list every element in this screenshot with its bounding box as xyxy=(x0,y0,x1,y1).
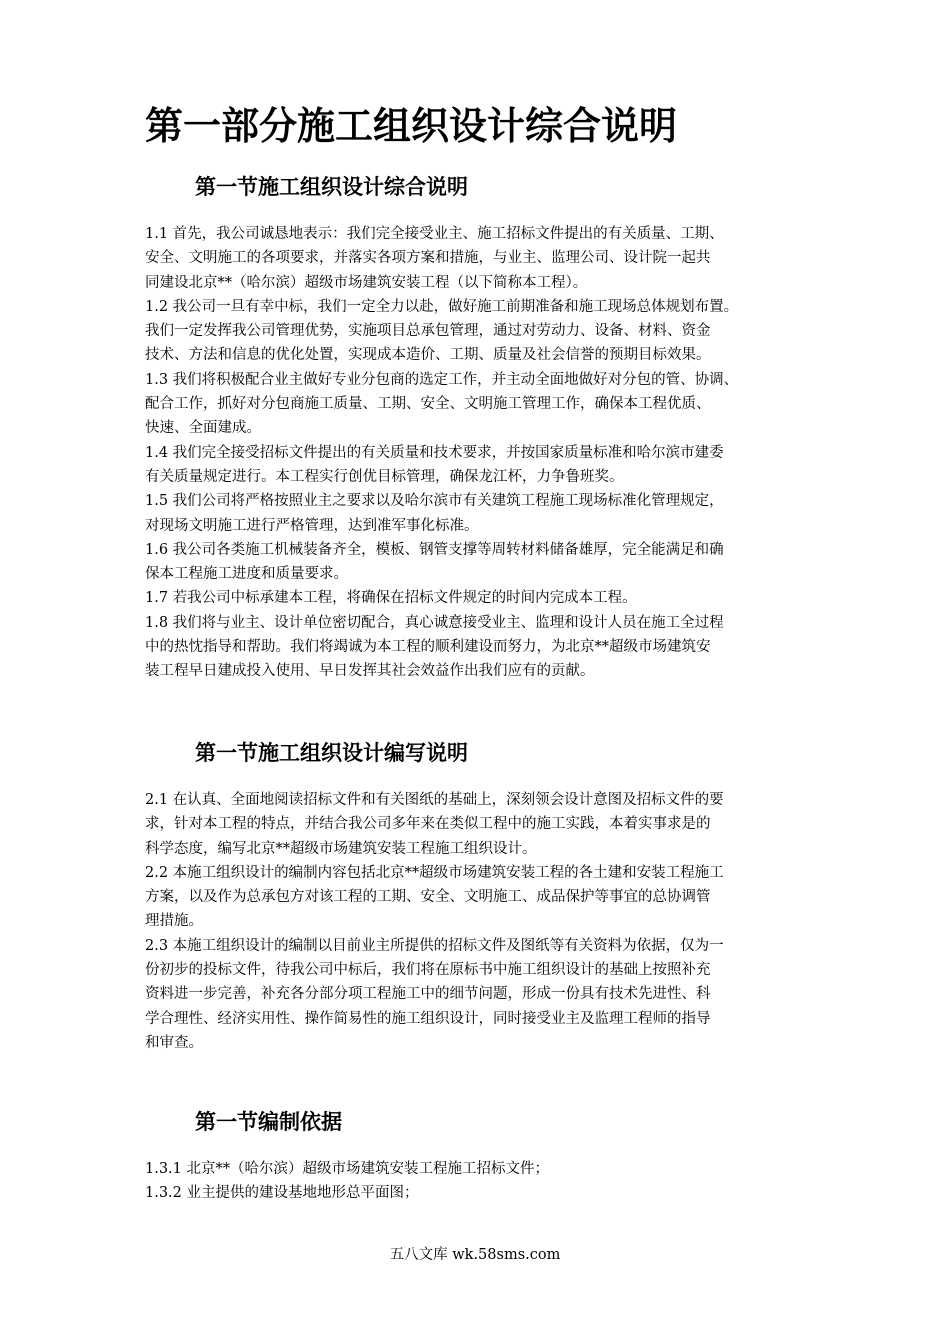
text-line: 中的热忱指导和帮助。我们将竭诚为本工程的顺利建设而努力，为北京**超级市场建筑安 xyxy=(145,639,711,656)
text-line: 1.4 我们完全接受招标文件提出的有关质量和技术要求，并按国家质量标准和哈尔滨市建委 xyxy=(145,444,724,461)
text-line: 求，针对本工程的特点，并结合我公司多年来在类似工程中的施工实践，本着实事求是的 xyxy=(145,816,711,833)
text-line: 2.3 本施工组织设计的编制以目前业主所提供的招标文件及图纸等有关资料为依据，仅为一 xyxy=(145,937,724,954)
page-footer-watermark: 五八文库 wk.58sms.com xyxy=(389,1247,561,1263)
text-line: 科学态度，编写北京**超级市场建筑安装工程施工组织设计。 xyxy=(145,840,537,857)
text-line: 2.2 本施工组织设计的编制内容包括北京**超级市场建筑安装工程的各土建和安装工程施工 xyxy=(145,864,724,881)
text-line: 1.5 我们公司将严格按照业主之要求以及哈尔滨市有关建筑工程施工现场标准化管理规定， xyxy=(145,493,724,510)
text-line: 对现场文明施工进行严格管理，达到准军事化标准。 xyxy=(145,517,479,534)
text-line: 同建设北京**（哈尔滨）超级市场建筑安装工程（以下简称本工程）。 xyxy=(145,274,588,291)
text-line: 技术、方法和信息的优化处置，实现成本造价、工期、质量及社会信誉的预期目标效果。 xyxy=(145,347,711,364)
text-line: 1.8 我们将与业主、设计单位密切配合，真心诚意接受业主、监理和设计人员在施工全过程 xyxy=(145,614,724,631)
text-line: 1.2 我公司一旦有幸中标，我们一定全力以赴，做好施工前期准备和施工现场总体规划布置。 xyxy=(145,298,739,315)
text-line: 快速、全面建成。 xyxy=(145,420,261,437)
text-line: 资料进一步完善，补充各分部分项工程施工中的细节问题，形成一份具有技术先进性、科 xyxy=(145,986,711,1003)
text-line: 和审查。 xyxy=(145,1034,203,1051)
text-line: 我们一定发挥我公司管理优势，实施项目总承包管理，通过对劳动力、设备、材料、资金 xyxy=(145,323,711,340)
section-body-overview xyxy=(145,222,815,684)
text-line: 1.3.2 业主提供的建设基地地形总平面图； xyxy=(145,1185,419,1202)
section-heading-writing-notes: 第一节施工组织设计编写说明 xyxy=(195,740,468,765)
text-line: 保本工程施工进度和质量要求。 xyxy=(145,566,348,583)
section-body-basis xyxy=(145,1157,815,1206)
text-line: 1.7 若我公司中标承建本工程，将确保在招标文件规定的时间内完成本工程。 xyxy=(145,590,637,607)
section-heading-basis: 第一节编制依据 xyxy=(195,1109,342,1134)
text-line: 2.1 在认真、全面地阅读招标文件和有关图纸的基础上，深刻领会设计意图及招标文件的要 xyxy=(145,792,724,808)
text-line: 1.1 首先，我公司诚恳地表示：我们完全接受业主、施工招标文件提出的有关质量、工期、 xyxy=(145,226,724,242)
text-line: 方案，以及作为总承包方对该工程的工期、安全、文明施工、成品保护等事宜的总协调管 xyxy=(145,889,711,906)
text-line: 份初步的投标文件，待我公司中标后，我们将在原标书中施工组织设计的基础上按照补充 xyxy=(145,962,711,979)
text-line: 1.3.1 北京**（哈尔滨）超级市场建筑安装工程施工招标文件； xyxy=(145,1161,550,1177)
text-line: 配合工作，抓好对分包商施工质量、工期、安全、文明施工管理工作，确保本工程优质、 xyxy=(145,396,711,413)
section-heading-overview: 第一节施工组织设计综合说明 xyxy=(195,174,468,199)
text-line: 理措施。 xyxy=(145,913,203,930)
section-body-writing-notes xyxy=(145,788,815,1055)
text-line: 学合理性、经济实用性、操作简易性的施工组织设计，同时接受业主及监理工程师的指导 xyxy=(145,1010,711,1027)
text-line: 有关质量规定进行。本工程实行创优目标管理，确保龙江杯，力争鲁班奖。 xyxy=(145,468,624,485)
text-line: 安全、文明施工的各项要求，并落实各项方案和措施，与业主、监理公司、设计院一起共 xyxy=(145,250,711,267)
text-line: 1.3 我们将积极配合业主做好专业分包商的选定工作，并主动全面地做好对分包的管、协调、 xyxy=(145,371,739,388)
document-title: 第一部分施工组织设计综合说明 xyxy=(145,103,678,148)
text-line: 装工程早日建成投入使用、早日发挥其社会效益作出我们应有的贡献。 xyxy=(145,663,595,680)
text-line: 1.6 我公司各类施工机械装备齐全，模板、钢管支撑等周转材料储备雄厚，完全能满足和确 xyxy=(145,541,724,558)
